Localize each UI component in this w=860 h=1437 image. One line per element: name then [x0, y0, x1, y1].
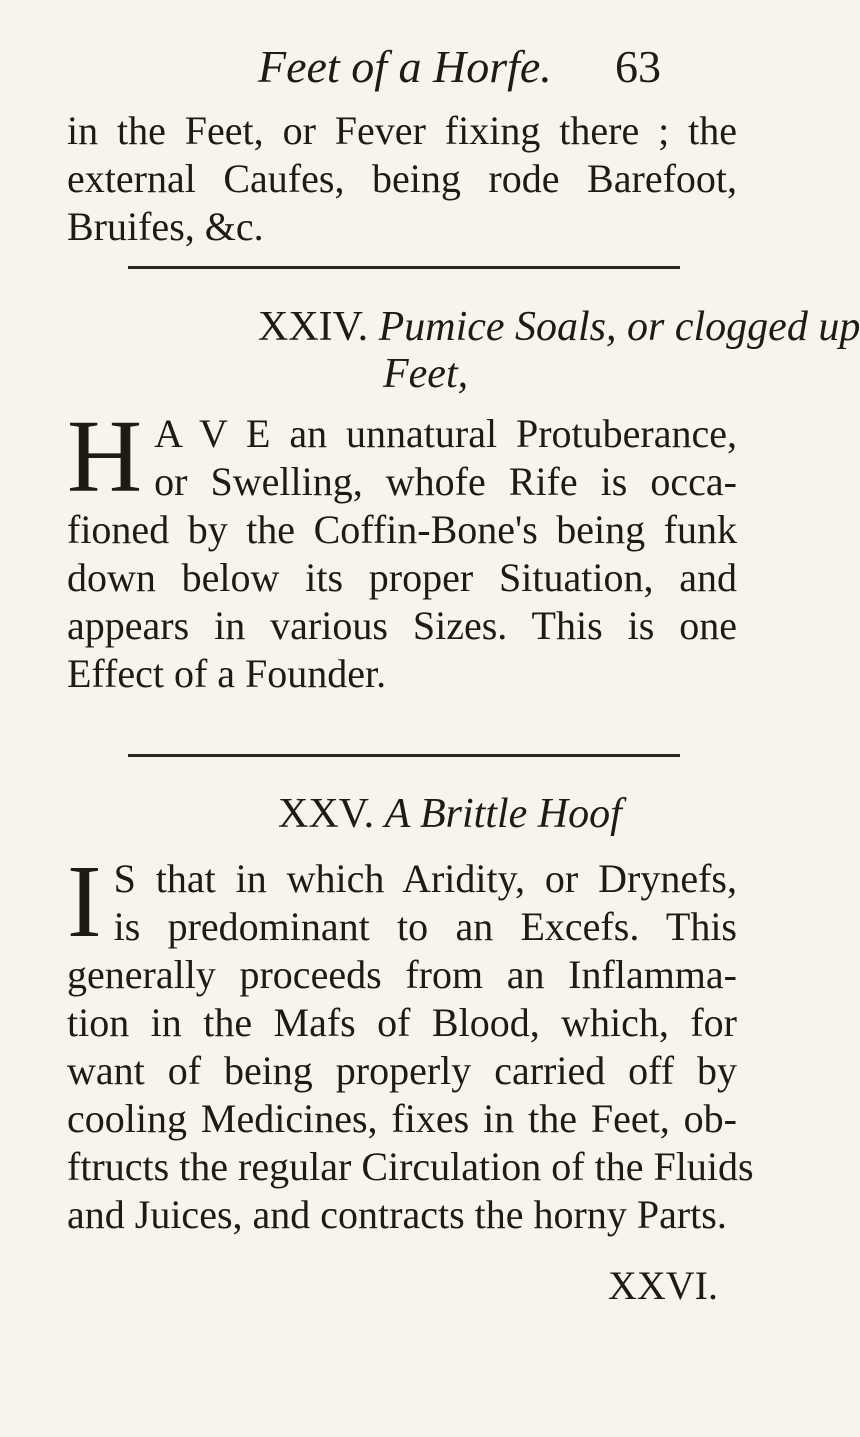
section-number: XXIV.: [258, 304, 369, 350]
text-line: in the Feet, or Fever fixing there ; the: [67, 108, 737, 153]
text-line: down below its proper Situation, and: [67, 555, 737, 600]
section-divider: [128, 754, 680, 757]
running-title: Feet of a Horfe.: [258, 41, 552, 92]
text-line: fioned by the Coffin-Bone's being funk: [67, 507, 737, 552]
section-heading-24: [258, 303, 860, 351]
text-line: A V E an unnatural Protuberance,: [154, 411, 737, 456]
intro-paragraph: [67, 107, 737, 251]
drop-cap: H: [67, 399, 143, 514]
section-title: A Brittle Hoof: [384, 791, 622, 837]
catchword: XXVI.: [608, 1263, 718, 1308]
text-line: Effect of a Founder.: [67, 651, 387, 696]
text-line: appears in various Sizes. This is one: [67, 603, 737, 648]
section-heading-25: [278, 790, 622, 838]
text-line: is predominant to an Excefs. This: [113, 904, 737, 949]
text-line: S that in which Aridity, or Drynefs,: [113, 856, 737, 901]
section-25-body: [67, 844, 754, 1239]
running-head: [0, 40, 800, 100]
text-line: Bruifes, &c.: [67, 204, 264, 249]
section-number: XXV.: [278, 791, 375, 837]
text-line: external Caufes, being rode Barefoot,: [67, 156, 737, 201]
section-24-body: [67, 399, 737, 698]
text-line: or Swelling, whofe Rife is occa-: [154, 459, 737, 504]
page-number: 63: [615, 41, 661, 92]
section-title: Pumice Soals, or clogged up: [378, 304, 860, 350]
text-line: and Juices, and contracts the horny Parts.: [67, 1192, 727, 1237]
section-divider: [128, 266, 680, 269]
section-title-cont: Feet,: [383, 351, 469, 397]
text-line: generally proceeds from an Inflamma-: [67, 952, 737, 997]
text-line: ftructs the regular Circulation of the Fluids: [67, 1144, 754, 1189]
drop-cap: I: [67, 844, 102, 959]
section-heading-24-cont: [383, 350, 468, 398]
text-line: tion in the Mafs of Blood, which, for: [67, 1000, 737, 1045]
text-line: want of being properly carried off by: [67, 1048, 737, 1093]
text-line: cooling Medicines, fixes in the Feet, ob-: [67, 1096, 737, 1141]
